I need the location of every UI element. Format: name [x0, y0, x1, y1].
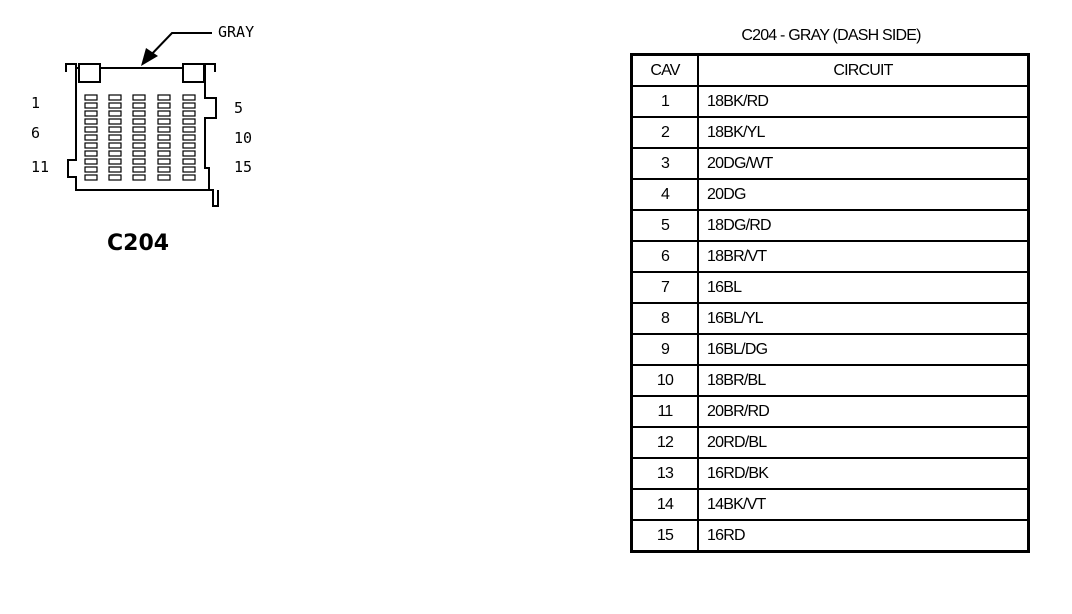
cav-cell: 13 — [632, 458, 699, 489]
cavity-slot — [109, 119, 121, 124]
table-row — [632, 303, 1029, 334]
cavity-slot — [183, 95, 195, 100]
cavity-slot — [133, 127, 145, 132]
cavity-slot — [133, 135, 145, 140]
cavity-slot — [133, 159, 145, 164]
circuit-cell: 18BK/RD — [698, 86, 1029, 117]
table-row — [632, 148, 1029, 179]
circuit-cell: 18DG/RD — [698, 210, 1029, 241]
circuit-cell: 18BR/BL — [698, 365, 1029, 396]
cavity-slot — [109, 95, 121, 100]
cav-cell: 1 — [632, 86, 699, 117]
cav-cell: 6 — [632, 241, 699, 272]
cavity-slot — [158, 151, 170, 156]
cavity-slot — [109, 175, 121, 180]
pinout-table — [630, 53, 1030, 553]
cavity-slot — [133, 151, 145, 156]
cavity-slot — [158, 143, 170, 148]
circuit-cell: 18BK/YL — [698, 117, 1029, 148]
cavity-slot — [133, 143, 145, 148]
circuit-cell: 20RD/BL — [698, 427, 1029, 458]
cav-cell: 15 — [632, 520, 699, 552]
cav-cell: 11 — [632, 396, 699, 427]
cav-cell: 5 — [632, 210, 699, 241]
cavity-slot — [158, 175, 170, 180]
cavity-slot — [109, 151, 121, 156]
cavity-grid — [85, 95, 195, 180]
cav-cell: 10 — [632, 365, 699, 396]
cavity-slot — [109, 143, 121, 148]
cavity-slot — [133, 119, 145, 124]
circuit-cell: 14BK/VT — [698, 489, 1029, 520]
table-row — [632, 427, 1029, 458]
cavity-slot — [158, 167, 170, 172]
cavity-slot — [133, 103, 145, 108]
cavity-label-6: 6 — [31, 124, 41, 142]
cav-cell: 8 — [632, 303, 699, 334]
cav-cell: 9 — [632, 334, 699, 365]
cavity-slot — [183, 127, 195, 132]
table-row — [632, 272, 1029, 303]
cavity-slot — [133, 175, 145, 180]
cavity-slot — [158, 119, 170, 124]
table-row — [632, 396, 1029, 427]
table-header-row — [632, 55, 1029, 87]
cavity-slot — [109, 111, 121, 116]
header-cav: CAV — [632, 55, 699, 87]
cavity-label-15: 15 — [234, 158, 253, 176]
table-row — [632, 458, 1029, 489]
table-row — [632, 179, 1029, 210]
circuit-cell: 16BL — [698, 272, 1029, 303]
circuit-cell: 16BL/YL — [698, 303, 1029, 334]
cavity-slot — [85, 119, 97, 124]
connector-color-label: GRAY — [218, 23, 255, 41]
circuit-cell: 20DG/WT — [698, 148, 1029, 179]
cavity-slot — [183, 167, 195, 172]
cavity-slot — [158, 95, 170, 100]
cavity-slot — [85, 151, 97, 156]
cavity-slot — [109, 103, 121, 108]
cavity-slot — [183, 103, 195, 108]
cavity-slot — [85, 111, 97, 116]
table-row — [632, 117, 1029, 148]
cavity-label-11: 11 — [31, 158, 50, 176]
cav-cell: 14 — [632, 489, 699, 520]
table-row — [632, 210, 1029, 241]
circuit-cell: 20DG — [698, 179, 1029, 210]
connector-name: C204 — [107, 231, 170, 256]
circuit-cell: 20BR/RD — [698, 396, 1029, 427]
cavity-slot — [158, 127, 170, 132]
cavity-slot — [183, 111, 195, 116]
cavity-slot — [183, 175, 195, 180]
cavity-slot — [109, 167, 121, 172]
cavity-slot — [85, 95, 97, 100]
cavity-slot — [85, 175, 97, 180]
color-leader-arrow — [141, 33, 212, 66]
cavity-slot — [133, 111, 145, 116]
table-row — [632, 489, 1029, 520]
cavity-slot — [158, 159, 170, 164]
circuit-cell: 18BR/VT — [698, 241, 1029, 272]
circuit-cell: 16RD/BK — [698, 458, 1029, 489]
cavity-slot — [183, 119, 195, 124]
cavity-slot — [158, 135, 170, 140]
cavity-slot — [183, 135, 195, 140]
cavity-slot — [158, 103, 170, 108]
cavity-slot — [133, 95, 145, 100]
cav-cell: 3 — [632, 148, 699, 179]
cavity-slot — [85, 159, 97, 164]
cavity-slot — [183, 159, 195, 164]
table-row — [632, 241, 1029, 272]
table-row — [632, 520, 1029, 552]
cav-cell: 2 — [632, 117, 699, 148]
cavity-slot — [158, 111, 170, 116]
cavity-label-10: 10 — [234, 129, 253, 147]
cav-cell: 4 — [632, 179, 699, 210]
cavity-slot — [183, 143, 195, 148]
table-row — [632, 86, 1029, 117]
cav-cell: 7 — [632, 272, 699, 303]
table-row — [632, 365, 1029, 396]
circuit-cell: 16BL/DG — [698, 334, 1029, 365]
cavity-slot — [85, 103, 97, 108]
cav-cell: 12 — [632, 427, 699, 458]
cavity-slot — [85, 135, 97, 140]
cavity-slot — [183, 151, 195, 156]
cavity-slot — [85, 167, 97, 172]
cavity-label-1: 1 — [31, 94, 41, 112]
header-circuit: CIRCUIT — [698, 55, 1029, 87]
cavity-slot — [109, 159, 121, 164]
cavity-slot — [109, 127, 121, 132]
connector-diagram — [0, 0, 600, 280]
cavity-slot — [85, 127, 97, 132]
cavity-slot — [109, 135, 121, 140]
table-title: C204 - GRAY (DASH SIDE) — [741, 27, 921, 44]
circuit-cell: 16RD — [698, 520, 1029, 552]
cavity-slot — [85, 143, 97, 148]
cavity-slot — [133, 167, 145, 172]
table-row — [632, 334, 1029, 365]
cavity-label-5: 5 — [234, 99, 244, 117]
